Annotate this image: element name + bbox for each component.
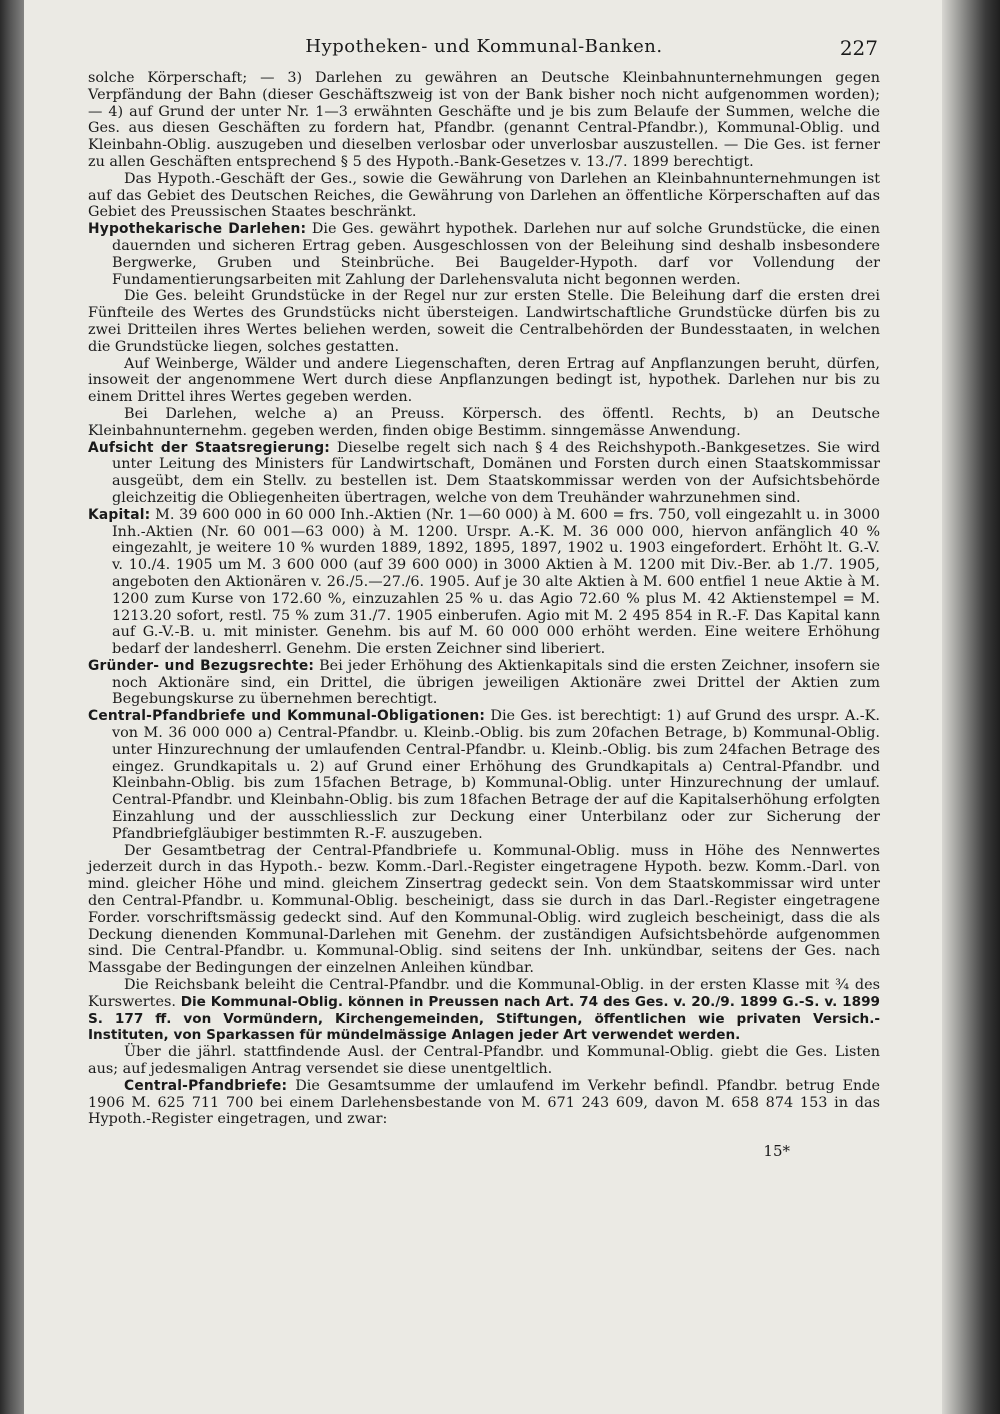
- page-content: [88, 36, 880, 1160]
- section-heading: Aufsicht der Staatsregierung:: [88, 439, 330, 456]
- page-header: [88, 36, 880, 70]
- section-hypothekarische-darlehen: Hypothekarische Darlehen: Die Ges. gewährt hypothek. Darlehen nur auf solche Grundstücke, die einen dauernden und sicheren Ertrag geben. Ausgeschlossen von der Beleihung sind deshalb insbesondere Bergwerke, Gruben und Steinbrüche. Bei Baugelder-Hypoth. darf vor Vollendung der Fundamentierungsarbeiten mit Zahlung der Darlehensvaluta nicht begonnen werden.: [88, 221, 880, 288]
- section-heading: Central-Pfandbriefe und Kommunal-Obligationen:: [88, 708, 486, 725]
- section-heading: Gründer- und Bezugsrechte:: [88, 657, 315, 674]
- section-aufsicht: Aufsicht der Staatsregierung: Dieselbe regelt sich nach § 4 des Reichshypoth.-Bankgesetzes. Sie wird unter Leitung des Ministers für Landwirtschaft, Domänen und Forsten durch einen Staatskommissar ausgeübt, dem ein Stellv. zu bestellen ist. Dem Staatskommissar werden von der Aufsichtsbehörde gleichzeitig die Obliegenheiten übertragen, welche von dem Treuhänder wahrzunehmen sind.: [88, 439, 880, 506]
- paragraph-continuation: solche Körperschaft; — 3) Darlehen zu gewähren an Deutsche Kleinbahnunternehmungen gegen Verpfändung der Bahn (dieser Geschäftszweig ist von der Bank bisher noch nicht aufgenommen worden); — 4) auf Grund der unter Nr. 1—3 erwähnten Geschäfte und je bis zum Belaufe der Summen, welche die Ges. aus diesen Geschäften zu fordern hat, Pfandbr. (genannt Central-Pfandbr.), Kommunal-Oblig. und Kleinbahn-Oblig. auszugeben und dieselben verlosbar oder unverlosbar auszustellen. — Die Ges. ist ferner zu allen Geschäften entsprechend § 5 des Hypoth.-Bank-Gesetzes v. 13./7. 1899 berechtigt.: [88, 70, 880, 170]
- section-heading: Central-Pfandbriefe:: [124, 1077, 288, 1094]
- paragraph-gesamtbetrag: Der Gesamtbetrag der Central-Pfandbriefe u. Kommunal-Oblig. muss in Höhe des Nennwertes jederzeit durch in das Hypoth.- bezw. Komm.-Darl.-Register eingetragene Hypoth. bezw. Komm.-Darl. von mind. gleicher Höhe und mind. gleichem Zinsertrag gedeckt sein. Von dem Staatskommissar wird unter den Central-Pfandbr. u. Kommunal-Oblig. bescheinigt, dass sie durch in das Darl.-Register eingetragene Forder. vorschriftsmässig gedeckt sind. Auf den Kommunal-Oblig. wird zugleich bescheinigt, dass die als Deckung dienenden Kommunal-Darlehen mit Genehm. der zuständigen Aufsichtsbehörde aufgenommen sind. Die Central-Pfandbr. u. Kommunal-Oblig. sind seitens der Inh. unkündbar, seitens der Ges. nach Massgabe der Bedingungen der einzelnen Anleihen kündbar.: [88, 842, 880, 977]
- section-kapital: Kapital: M. 39 600 000 in 60 000 Inh.-Aktien (Nr. 1—60 000) à M. 600 = frs. 750, voll eingezahlt u. in 3000 Inh.-Aktien (Nr. 60 001—63 000) à M. 1200. Urspr. A.-K. M. 36 000 000, hiervon anfänglich 40 % eingezahlt, je weitere 10 % wurden 1889, 1892, 1895, 1897, 1902 u. 1903 eingefordert. Erhöht lt. G.-V. v. 10./4. 1905 um M. 3 600 000 (auf 39 600 000) in 3000 Aktien à M. 1200 mit Div.-Ber. ab 1./7. 1905, angeboten den Aktionären v. 26./5.—27./6. 1905. Auf je 30 alte Aktien à M. 600 entfiel 1 neue Aktie à M. 1200 zum Kurse von 172.60 %, einzuzahlen 25 % u. das Agio 72.60 % plus M. 42 Aktienstempel = M. 1213.20 sofort, restl. 75 % zum 31./7. 1905 einberufen. Agio mit M. 2 495 854 in R.-F. Das Kapital kann auf G.-V.-B. u. mit minister. Genehm. bis auf M. 60 000 000 erhöht werden. Eine weitere Erhöhung bedarf der landesherrl. Genehm. Die ersten Zeichner sind liberiert.: [88, 506, 880, 658]
- scan-shadow-right: [942, 0, 1000, 1414]
- section-central-pfandbriefe: Central-Pfandbriefe: Die Gesamtsumme der umlaufend im Verkehr befindl. Pfandbr. betrug Ende 1906 M. 625 711 700 bei einem Darlehensbestande von M. 671 243 609, davon M. 658 874 153 in das Hypoth.-Register eingetragen, und zwar:: [88, 1077, 881, 1128]
- signature-mark: 15*: [763, 1142, 790, 1161]
- paragraph-geschaeftsgebiet: Das Hypoth.-Geschäft der Ges., sowie die Gewährung von Darlehen an Kleinbahnunternehmungen ist auf das Gebiet des Deutschen Reiches, die Gewährung von Darlehen an öffentliche Körperschaften auf das Gebiet des Preussischen Staates beschränkt.: [88, 170, 880, 221]
- running-head: Hypotheken- und Kommunal-Banken.: [305, 36, 663, 57]
- page-number: 227: [839, 36, 878, 60]
- paragraph-darlehen-koerperschaften: Bei Darlehen, welche a) an Preuss. Körpersch. des öffentl. Rechts, b) an Deutsche Kleinbahnunternehm. gegeben werden, finden obige Bestimm. sinngemässe Anwendung.: [88, 405, 880, 439]
- paragraph-beleihung: Die Ges. beleiht Grundstücke in der Regel nur zur ersten Stelle. Die Beleihung darf die ersten drei Fünfteile des Wertes des Grundstücks nicht übersteigen. Landwirtschaftliche Grundstücke dürfen bis zu zwei Dritteilen ihres Wertes beliehen werden, soweit die Centralbehörden der Bundesstaaten, in welchen die Grundstücke liegen, solches gestatten.: [88, 288, 880, 355]
- section-central-pfandbriefe-kommunal: Central-Pfandbriefe und Kommunal-Obligationen: Die Ges. ist berechtigt: 1) auf Grund des urspr. A.-K. von M. 36 000 000 a) Central-Pfandbr. u. Kleinb.-Oblig. bis zum 20fachen Betrage, b) Kommunal-Oblig. unter Hinzurechnung der umlaufenden Central-Pfandbr. u. Kleinb.-Oblig. bis zum 24fachen Betrage des eingez. Grundkapitals u. 2) auf Grund einer Erhöhung des Grundkapitals a) Central-Pfandbr. und Kleinbahn-Oblig. bis zum 15fachen Betrage, b) Kommunal-Oblig. unter Hinzurechnung der umlauf. Central-Pfandbr. und Kleinbahn-Oblig. bis zum 18fachen Betrage der auf die Kapitalserhöhung erfolgten Einzahlung und der ausschliesslich zur Deckung einer Unterbilanz oder zur Sicherung der Pfandbriefgläubiger bestimmten R.-F. auszugeben.: [88, 708, 880, 842]
- section-heading: Hypothekarische Darlehen:: [88, 221, 307, 238]
- paragraph-reichsbank: Die Reichsbank beleiht die Central-Pfandbr. und die Kommunal-Oblig. in der ersten Klasse mit ¾ des Kurswertes. Die Kommunal-Oblig. können in Preussen nach Art. 74 des Ges. v. 20./9. 1899 G.-S. v. 1899 S. 177 ff. von Vormündern, Kirchengemeinden, Stiftungen, öffentlichen wie privaten Versich.-Instituten, von Sparkassen für mündelmässige Anlagen jeder Art verwendet werden.: [88, 977, 880, 1044]
- document-page: [24, 0, 942, 1414]
- section-gruender-bezugsrechte: Gründer- und Bezugsrechte: Bei jeder Erhöhung des Aktienkapitals sind die ersten Zeichner, insofern sie noch Aktionäre sind, ein Drittel, die übrigen jeweiligen Aktionäre zwei Drittel der Aktien zum Begebungskurse zu übernehmen berechtigt.: [88, 657, 881, 708]
- section-heading: Kapital:: [88, 506, 151, 523]
- scan-shadow-left: [0, 0, 26, 1414]
- bold-statement: Die Kommunal-Oblig. können in Preussen nach Art. 74 des Ges. v. 20./9. 1899 G.-S. v. 1899 S. 177 ff. von Vormündern, Kirchengemeinden, Stiftungen, öffentlichen wie privaten Versich.-Instituten, von Sparkassen für mündelmässige Anlagen jeder Art verwendet werden.: [88, 993, 880, 1044]
- paragraph-weinberge: Auf Weinberge, Wälder und andere Liegenschaften, deren Ertrag auf Anpflanzungen beruht, dürfen, insoweit der angenommene Wert durch diese Anpflanzungen bedingt ist, hypothek. Darlehen nur bis zu einem Drittel ihres Wertes gegeben werden.: [88, 355, 880, 406]
- paragraph-auslosung: Über die jährl. stattfindende Ausl. der Central-Pfandbr. und Kommunal-Oblig. giebt die Ges. Listen aus; auf jedesmaligen Antrag versendet sie diese unentgeltlich.: [88, 1044, 880, 1078]
